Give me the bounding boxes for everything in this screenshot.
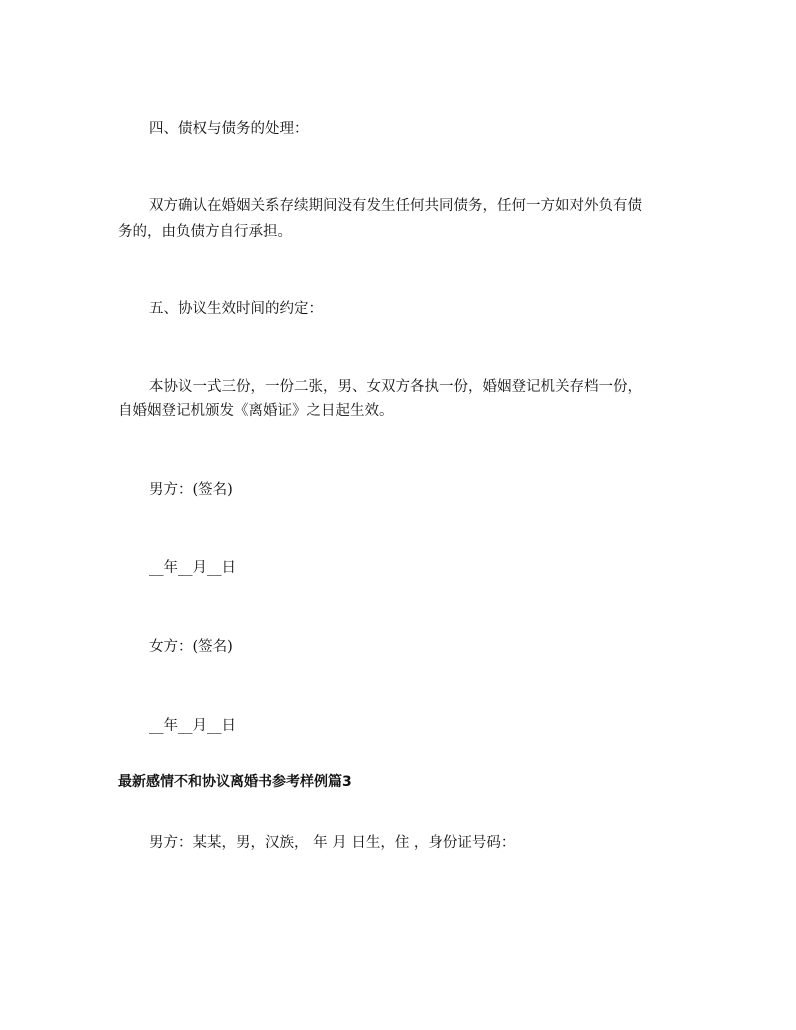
- female-date: __年__月__日: [149, 718, 236, 734]
- female-signature: 女方：(签名): [149, 639, 233, 655]
- section5-heading: 五、协议生效时间的约定：: [149, 301, 323, 317]
- section4-body-line2: 务的，由负债方自行承担。: [118, 224, 292, 240]
- male-date: __年__月__日: [149, 560, 236, 576]
- article3-title: 最新感情不和协议离婚书参考样例篇3: [118, 774, 352, 790]
- section4-heading: 四、债权与债务的处理：: [149, 121, 309, 137]
- section5-body-line1: 本协议一式三份，一份二张，男、女双方各执一份，婚姻登记机关存档一份，: [149, 379, 642, 395]
- male-signature: 男方：(签名): [149, 482, 233, 498]
- section4-body-line1: 双方确认在婚姻关系存续期间没有发生任何共同债务，任何一方如对外负有债: [149, 198, 642, 214]
- article3-first-line: 男方：某某，男，汉族， 年 月 日生，住 ，身份证号码：: [149, 835, 516, 851]
- section5-body-line2: 自婚姻登记机颁发《离婚证》之日起生效。: [118, 403, 394, 419]
